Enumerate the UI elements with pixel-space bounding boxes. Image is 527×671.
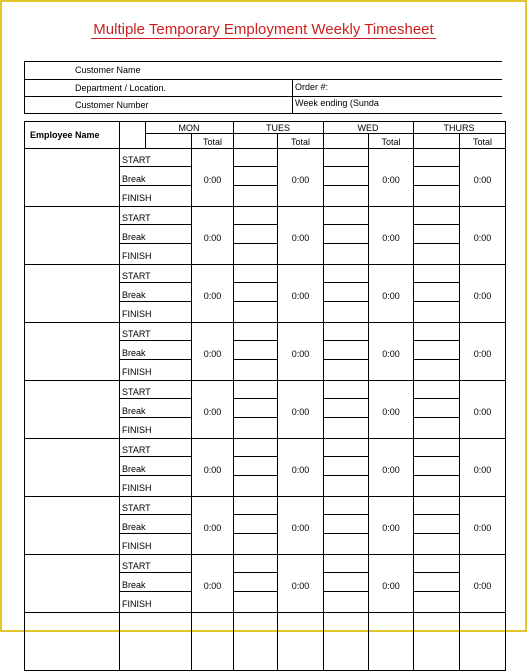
row-3-label-finish: FINISH xyxy=(122,367,152,377)
row-5-label-finish: FINISH xyxy=(122,483,152,493)
row-3-label-start: START xyxy=(122,329,151,339)
row-6-label-finish: FINISH xyxy=(122,541,152,551)
employee-name-cell-2[interactable] xyxy=(25,265,119,322)
row-4-break-line xyxy=(119,417,191,418)
row-4-day1-entry[interactable] xyxy=(234,381,277,438)
row-6-label-break: Break xyxy=(122,522,146,532)
day-header-thurs: THURS xyxy=(443,123,475,133)
day-divider-3 xyxy=(505,121,506,670)
row-3-day2-entry[interactable] xyxy=(324,323,368,380)
order-number-label: Order #: xyxy=(295,82,329,92)
total-label-tues: Total xyxy=(290,137,310,147)
employee-name-cell-6[interactable] xyxy=(25,497,119,554)
total-label-wed: Total xyxy=(381,137,401,147)
row-1-label-break: Break xyxy=(122,232,146,242)
row-7-bottom xyxy=(24,612,505,613)
row-2-day2-entry[interactable] xyxy=(324,265,368,322)
row-2-break-line xyxy=(119,301,191,302)
row-4-label-start: START xyxy=(122,387,151,397)
row-5-label-start: START xyxy=(122,445,151,455)
day-header-wed: WED xyxy=(357,123,379,133)
row-2-day1-entry[interactable] xyxy=(234,265,277,322)
row-5-start-line xyxy=(119,456,191,457)
day-subheader-line-1 xyxy=(233,133,323,134)
row-6-total-tues: 0:00 xyxy=(291,523,310,533)
row-7-start-line xyxy=(119,572,191,573)
row-6-break-line xyxy=(119,533,191,534)
row-2-start-line xyxy=(119,282,191,283)
row-2-label-start: START xyxy=(122,271,151,281)
row-0-label-break: Break xyxy=(122,174,146,184)
row-7-total-thurs: 0:00 xyxy=(473,581,492,591)
row-0-label-start: START xyxy=(122,155,151,165)
row-3-total-thurs: 0:00 xyxy=(473,349,492,359)
day-header-mon: MON xyxy=(178,123,200,133)
row-1-total-thurs: 0:00 xyxy=(473,233,492,243)
row-4-label-finish: FINISH xyxy=(122,425,152,435)
row-1-total-wed: 0:00 xyxy=(382,233,400,243)
row-6-day2-entry[interactable] xyxy=(324,497,368,554)
row-5-total-mon: 0:00 xyxy=(203,465,222,475)
row-2-total-thurs: 0:00 xyxy=(473,291,492,301)
row-1-day3-entry[interactable] xyxy=(414,207,459,264)
employee-column-divider xyxy=(119,121,120,670)
row-7-day2-entry[interactable] xyxy=(324,555,368,612)
row-5-day1-entry[interactable] xyxy=(234,439,277,496)
row-7-break-line xyxy=(119,591,191,592)
employee-name-cell-0[interactable] xyxy=(25,149,119,206)
row-0-day2-entry[interactable] xyxy=(324,149,368,206)
row-7-total-tues: 0:00 xyxy=(291,581,310,591)
row-3-day3-entry[interactable] xyxy=(414,323,459,380)
table-border-top xyxy=(24,121,505,122)
row-3-label-break: Break xyxy=(122,348,146,358)
row-2-label-finish: FINISH xyxy=(122,309,152,319)
total-label-thurs: Total xyxy=(472,137,492,147)
row-7-total-wed: 0:00 xyxy=(382,581,400,591)
row-3-start-line xyxy=(119,340,191,341)
row-4-day2-entry[interactable] xyxy=(324,381,368,438)
employee-name-cell-1[interactable] xyxy=(25,207,119,264)
row-3-total-wed: 0:00 xyxy=(382,349,400,359)
department-label: Department / Location. xyxy=(75,83,167,93)
row-7-total-mon: 0:00 xyxy=(203,581,222,591)
row-7-day1-entry[interactable] xyxy=(234,555,277,612)
row-4-total-wed: 0:00 xyxy=(382,407,400,417)
row-5-total-tues: 0:00 xyxy=(291,465,310,475)
row-0-total-thurs: 0:00 xyxy=(473,175,492,185)
row-1-day1-entry[interactable] xyxy=(234,207,277,264)
title-text: Multiple Temporary Employment Weekly Timesheet xyxy=(93,21,434,38)
row-1-day2-entry[interactable] xyxy=(324,207,368,264)
row-6-day3-entry[interactable] xyxy=(414,497,459,554)
total-label-mon: Total xyxy=(202,137,222,147)
row-2-total-wed: 0:00 xyxy=(382,291,400,301)
employee-name-cell-5[interactable] xyxy=(25,439,119,496)
row-2-total-tues: 0:00 xyxy=(291,291,310,301)
customer-number-label: Customer Number xyxy=(75,100,149,110)
row-6-day1-entry[interactable] xyxy=(234,497,277,554)
row-6-label-start: START xyxy=(122,503,151,513)
row-0-day1-entry[interactable] xyxy=(234,149,277,206)
employee-name-cell-7[interactable] xyxy=(25,555,119,612)
row-5-total-wed: 0:00 xyxy=(382,465,400,475)
row-7-label-finish: FINISH xyxy=(122,599,152,609)
week-ending-label: Week ending (Sunda xyxy=(295,98,379,108)
row-1-total-tues: 0:00 xyxy=(291,233,310,243)
row-5-total-thurs: 0:00 xyxy=(473,465,492,475)
row-1-total-mon: 0:00 xyxy=(203,233,222,243)
row-0-total-wed: 0:00 xyxy=(382,175,400,185)
row-7-label-start: START xyxy=(122,561,151,571)
row-0-total-tues: 0:00 xyxy=(291,175,310,185)
row-4-total-thurs: 0:00 xyxy=(473,407,492,417)
row-0-total-mon: 0:00 xyxy=(203,175,222,185)
row-3-day1-entry[interactable] xyxy=(234,323,277,380)
row-7-day3-entry[interactable] xyxy=(414,555,459,612)
row-4-total-tues: 0:00 xyxy=(291,407,310,417)
row-2-label-break: Break xyxy=(122,290,146,300)
row-4-start-line xyxy=(119,398,191,399)
employee-name-header: Employee Name xyxy=(30,130,100,140)
row-3-break-line xyxy=(119,359,191,360)
day-subheader-line-0 xyxy=(145,133,233,134)
row-1-break-line xyxy=(119,243,191,244)
row-5-break-line xyxy=(119,475,191,476)
row-5-day3-entry[interactable] xyxy=(414,439,459,496)
row-0-day3-entry[interactable] xyxy=(414,149,459,206)
row-6-start-line xyxy=(119,514,191,515)
row-3-total-tues: 0:00 xyxy=(291,349,310,359)
row-3-total-mon: 0:00 xyxy=(203,349,222,359)
row-0-label-finish: FINISH xyxy=(122,193,152,203)
day-header-tues: TUES xyxy=(265,123,290,133)
row-6-total-mon: 0:00 xyxy=(203,523,222,533)
row-6-total-thurs: 0:00 xyxy=(473,523,492,533)
row-5-day2-entry[interactable] xyxy=(324,439,368,496)
row-4-total-mon: 0:00 xyxy=(203,407,222,417)
row-1-start-line xyxy=(119,224,191,225)
row-6-total-wed: 0:00 xyxy=(382,523,400,533)
row-4-label-break: Break xyxy=(122,406,146,416)
row-5-label-break: Break xyxy=(122,464,146,474)
row-1-label-start: START xyxy=(122,213,151,223)
row-2-day3-entry[interactable] xyxy=(414,265,459,322)
employee-name-cell-4[interactable] xyxy=(25,381,119,438)
row-0-break-line xyxy=(119,185,191,186)
employee-name-cell-3[interactable] xyxy=(25,323,119,380)
row-2-total-mon: 0:00 xyxy=(203,291,222,301)
row-0-start-line xyxy=(119,166,191,167)
row-4-day3-entry[interactable] xyxy=(414,381,459,438)
row-7-label-break: Break xyxy=(122,580,146,590)
row-1-label-finish: FINISH xyxy=(122,251,152,261)
customer-name-label: Customer Name xyxy=(75,65,141,75)
